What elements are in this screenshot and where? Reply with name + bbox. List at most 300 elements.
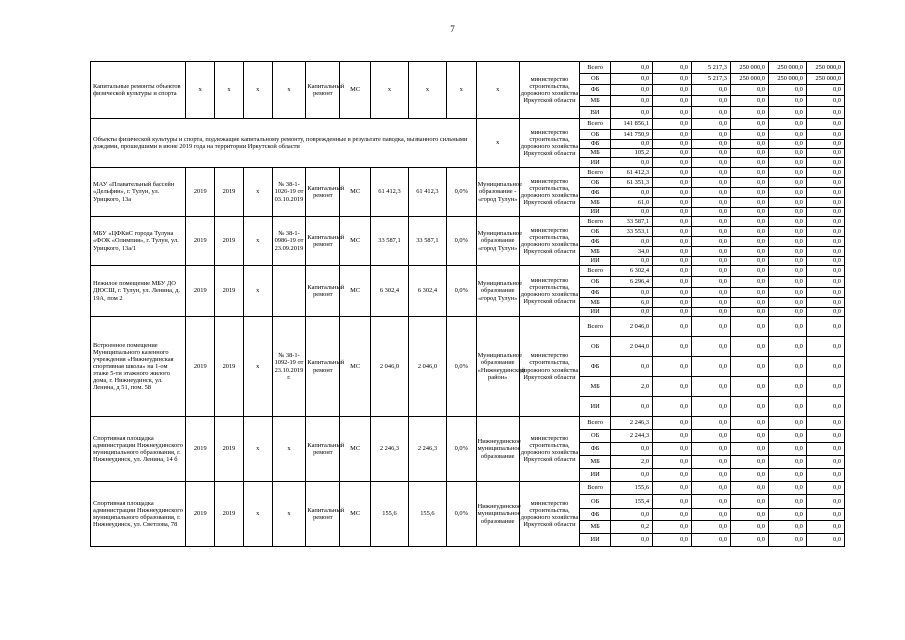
amount-cell: 0,0 xyxy=(611,96,653,107)
funding-source-cell: Всего xyxy=(580,482,611,495)
amount-cell: 0,0 xyxy=(806,149,844,158)
amount-cell: 0,0 xyxy=(653,149,692,158)
amount-cell: 0,0 xyxy=(730,456,768,469)
work-type-cell: Капитальный ремонт xyxy=(306,168,340,217)
funding-source-cell: ИИ xyxy=(580,397,611,417)
amount-cell: 0,0 xyxy=(768,237,806,247)
amount-cell: 0,0 xyxy=(730,168,768,178)
ownership-cell: МС xyxy=(340,417,371,482)
amount-cell: 0,0 xyxy=(653,257,692,266)
work-type-cell: Капитальный ремонт xyxy=(306,317,340,417)
amount-cell: 0,0 xyxy=(730,288,768,298)
amount-cell: 0,0 xyxy=(611,469,653,482)
amount-cell: 0,0 xyxy=(653,198,692,208)
amount-cell: 0,0 xyxy=(768,317,806,337)
object-name: Капитальные ремонты объектов физической культуры и спорта xyxy=(91,62,186,119)
amount-cell: 0,0 xyxy=(806,298,844,308)
amount-cell: 0,0 xyxy=(730,178,768,188)
amount-cell: 0,0 xyxy=(611,397,653,417)
amount-cell: 0,0 xyxy=(768,168,806,178)
amount-cell: 0,0 xyxy=(692,107,731,119)
end-year-cell: 2019 xyxy=(215,217,244,266)
amount-cell: 0,0 xyxy=(692,247,731,257)
amount-cell: 0,0 xyxy=(806,158,844,168)
end-year-cell: 2019 xyxy=(215,168,244,217)
amount-cell: 0,0 xyxy=(768,198,806,208)
executor-cell: Муниципальное образование «город Тулун» xyxy=(476,266,519,317)
funding-source-cell: ОБ xyxy=(580,495,611,509)
amount-cell: 2 044,0 xyxy=(611,337,653,357)
funding-source-cell: ОБ xyxy=(580,277,611,288)
table-row xyxy=(91,119,845,130)
amount-cell: 0,0 xyxy=(692,257,731,266)
remaining-cost-cell: 155,6 xyxy=(408,482,446,547)
funding-source-cell: ФБ xyxy=(580,288,611,298)
amount-cell: 0,0 xyxy=(730,482,768,495)
amount-cell: 0,0 xyxy=(806,119,844,130)
end-year-cell: 2019 xyxy=(215,317,244,417)
page-number: 7 xyxy=(450,24,455,34)
funding-source-cell: Всего xyxy=(580,168,611,178)
amount-cell: 0,0 xyxy=(611,74,653,85)
ministry-cell: министерство строительства, дорожного хозяйства Иркутской области xyxy=(519,482,580,547)
amount-cell: 0,0 xyxy=(806,266,844,277)
amount-cell: 0,0 xyxy=(806,140,844,149)
funding-source-cell: ВИ xyxy=(580,107,611,119)
readiness-cell: х xyxy=(446,62,476,119)
executor-cell: х xyxy=(476,119,519,168)
amount-cell: 0,0 xyxy=(611,208,653,217)
amount-cell: 0,0 xyxy=(653,308,692,317)
amount-cell: 0,0 xyxy=(768,149,806,158)
amount-cell: 0,0 xyxy=(692,277,731,288)
amount-cell: 0,0 xyxy=(730,469,768,482)
work-type-cell: Капитальный ремонт xyxy=(306,417,340,482)
amount-cell: 0,0 xyxy=(730,158,768,168)
amount-cell: 0,0 xyxy=(768,443,806,456)
funding-source-cell: МБ xyxy=(580,456,611,469)
amount-cell: 0,0 xyxy=(692,149,731,158)
amount-cell: 250 000,0 xyxy=(806,62,844,74)
amount-cell: 0,0 xyxy=(653,288,692,298)
amount-cell: 0,0 xyxy=(730,119,768,130)
amount-cell: 0,0 xyxy=(611,107,653,119)
amount-cell: 0,0 xyxy=(768,495,806,509)
amount-cell: 0,0 xyxy=(806,227,844,237)
executor-cell: Муниципальное образование - «город Тулун» xyxy=(476,168,519,217)
amount-cell: 0,0 xyxy=(730,337,768,357)
amount-cell: 0,0 xyxy=(806,130,844,140)
amount-cell: 0,0 xyxy=(611,188,653,198)
amount-cell: 141 856,1 xyxy=(611,119,653,130)
ownership-cell: МС xyxy=(340,482,371,547)
amount-cell: 0,0 xyxy=(653,521,692,534)
amount-cell: 0,0 xyxy=(653,158,692,168)
funding-source-cell: ОБ xyxy=(580,337,611,357)
amount-cell: 0,0 xyxy=(692,130,731,140)
amount-cell: 0,0 xyxy=(806,509,844,521)
amount-cell: 0,0 xyxy=(730,430,768,443)
expertise-doc-cell: х xyxy=(272,417,306,482)
cost-cell: 61 412,3 xyxy=(371,168,409,217)
funding-source-cell: Всего xyxy=(580,62,611,74)
amount-cell: 0,0 xyxy=(653,266,692,277)
amount-cell: 0,0 xyxy=(653,130,692,140)
amount-cell: 0,0 xyxy=(730,96,768,107)
amount-cell: 0,0 xyxy=(692,178,731,188)
amount-cell: 0,0 xyxy=(768,521,806,534)
amount-cell: 0,0 xyxy=(653,247,692,257)
expertise-doc-cell xyxy=(272,266,306,317)
amount-cell: 0,0 xyxy=(611,509,653,521)
amount-cell: 2 046,0 xyxy=(611,317,653,337)
expertise-doc-cell: х xyxy=(272,62,306,119)
ownership-cell: МС xyxy=(340,317,371,417)
amount-cell: 6 302,4 xyxy=(611,266,653,277)
amount-cell: 0,0 xyxy=(768,158,806,168)
table-row xyxy=(91,317,845,337)
amount-cell: 0,0 xyxy=(653,277,692,288)
amount-cell: 0,0 xyxy=(692,119,731,130)
amount-cell: 0,0 xyxy=(730,266,768,277)
amount-cell: 0,0 xyxy=(806,208,844,217)
amount-cell: 61 412,3 xyxy=(611,168,653,178)
funding-source-cell: ОБ xyxy=(580,178,611,188)
amount-cell: 0,0 xyxy=(768,288,806,298)
ministry-cell: министерство строительства, дорожного хозяйства Иркутской области xyxy=(519,317,580,417)
amount-cell: 0,0 xyxy=(653,357,692,377)
amount-cell: 0,0 xyxy=(806,237,844,247)
expertise-doc-cell: № 38-1-1092-19 от 23.10.2019 г. xyxy=(272,317,306,417)
start-year-cell: 2019 xyxy=(186,417,215,482)
amount-cell: 0,0 xyxy=(768,130,806,140)
amount-cell: 0,0 xyxy=(806,178,844,188)
amount-cell: 0,0 xyxy=(611,443,653,456)
amount-cell: 0,0 xyxy=(611,85,653,96)
amount-cell: 0,0 xyxy=(653,482,692,495)
amount-cell: 0,0 xyxy=(611,237,653,247)
amount-cell: 0,0 xyxy=(730,130,768,140)
amount-cell: 0,0 xyxy=(653,178,692,188)
amount-cell: 0,0 xyxy=(653,443,692,456)
amount-cell: 0,0 xyxy=(730,237,768,247)
amount-cell: 0,0 xyxy=(730,317,768,337)
amount-cell: 105,2 xyxy=(611,149,653,158)
amount-cell: 0,0 xyxy=(692,317,731,337)
amount-cell: 0,0 xyxy=(806,288,844,298)
amount-cell: 0,0 xyxy=(730,188,768,198)
amount-cell: 0,0 xyxy=(730,149,768,158)
start-year-cell: х xyxy=(186,62,215,119)
amount-cell: 0,0 xyxy=(692,534,731,547)
object-name: МБУ «ЦФКиС города Тулуна «ФОК «Олимпия», г. Тулун, ул. Урицкого, 13а/1 xyxy=(91,217,186,266)
amount-cell: 0,0 xyxy=(653,509,692,521)
section-title: Объекты физической культуры и спорта, подлежащие капитальному ремонту, поврежденные в результате паводка, вызванного сильными дождями, прошедшими в июне 2019 года на территории Иркутской области xyxy=(91,119,477,168)
executor-cell: Муниципальное образование «Нижнеудинский район» xyxy=(476,317,519,417)
amount-cell: 0,0 xyxy=(692,188,731,198)
amount-cell: 0,0 xyxy=(611,288,653,298)
amount-cell: 0,0 xyxy=(692,377,731,397)
amount-cell: 0,0 xyxy=(692,158,731,168)
amount-cell: 0,0 xyxy=(653,208,692,217)
amount-cell: 0,0 xyxy=(806,357,844,377)
amount-cell: 0,0 xyxy=(768,277,806,288)
amount-cell: 0,0 xyxy=(806,257,844,266)
amount-cell: 0,0 xyxy=(768,509,806,521)
amount-cell: 0,0 xyxy=(768,417,806,430)
amount-cell: 0,0 xyxy=(768,227,806,237)
amount-cell: 0,0 xyxy=(806,534,844,547)
funding-source-cell: ИИ xyxy=(580,308,611,317)
amount-cell: 0,0 xyxy=(730,298,768,308)
amount-cell: 0,0 xyxy=(768,456,806,469)
amount-cell: 250 000,0 xyxy=(730,74,768,85)
amount-cell: 0,0 xyxy=(806,469,844,482)
amount-cell: 0,0 xyxy=(692,495,731,509)
amount-cell: 0,0 xyxy=(768,377,806,397)
executor-cell: Нижнеудинское муниципальное образование xyxy=(476,417,519,482)
amount-cell: 0,0 xyxy=(692,298,731,308)
funding-source-cell: МБ xyxy=(580,377,611,397)
amount-cell: 0,0 xyxy=(730,377,768,397)
amount-cell: 5 217,3 xyxy=(692,74,731,85)
amount-cell: 0,0 xyxy=(692,509,731,521)
amount-cell: 0,0 xyxy=(653,237,692,247)
table-row xyxy=(91,62,845,74)
amount-cell: 0,0 xyxy=(806,85,844,96)
amount-cell: 0,0 xyxy=(653,456,692,469)
amount-cell: 0,0 xyxy=(730,509,768,521)
amount-cell: 0,0 xyxy=(768,140,806,149)
remaining-cost-cell: 33 587,1 xyxy=(408,217,446,266)
amount-cell: 0,0 xyxy=(806,247,844,257)
funding-source-cell: ФБ xyxy=(580,140,611,149)
readiness-cell: 0,0% xyxy=(446,168,476,217)
ministry-cell: министерство строительства, дорожного хозяйства Иркутской области xyxy=(519,62,580,119)
start-year-cell: 2019 xyxy=(186,217,215,266)
amount-cell: 0,0 xyxy=(653,397,692,417)
readiness-cell: 0,0% xyxy=(446,217,476,266)
amount-cell: 0,0 xyxy=(692,308,731,317)
amount-cell: 0,0 xyxy=(768,85,806,96)
amount-cell: 0,0 xyxy=(611,257,653,266)
end-year-cell: х xyxy=(215,62,244,119)
amount-cell: 0,0 xyxy=(768,257,806,266)
amount-cell: 250 000,0 xyxy=(768,62,806,74)
amount-cell: 0,0 xyxy=(768,337,806,357)
table-row xyxy=(91,417,845,430)
amount-cell: 0,0 xyxy=(730,534,768,547)
expertise-doc-cell: № 38-1-1026-19 от 03.10.2019 xyxy=(272,168,306,217)
amount-cell: 0,0 xyxy=(768,119,806,130)
table-row xyxy=(91,217,845,227)
x-cell: х xyxy=(243,266,272,317)
funding-source-cell: ИИ xyxy=(580,208,611,217)
funding-source-cell: ИИ xyxy=(580,534,611,547)
amount-cell: 155,6 xyxy=(611,482,653,495)
ownership-cell: МС xyxy=(340,217,371,266)
start-year-cell: 2019 xyxy=(186,168,215,217)
x-cell: х xyxy=(243,317,272,417)
amount-cell: 0,0 xyxy=(692,85,731,96)
amount-cell: 0,0 xyxy=(806,482,844,495)
amount-cell: 0,0 xyxy=(768,482,806,495)
amount-cell: 0,0 xyxy=(611,357,653,377)
amount-cell: 61,0 xyxy=(611,198,653,208)
amount-cell: 0,0 xyxy=(806,430,844,443)
amount-cell: 0,0 xyxy=(730,308,768,317)
amount-cell: 141 750,9 xyxy=(611,130,653,140)
funding-source-cell: ОБ xyxy=(580,227,611,237)
amount-cell: 0,0 xyxy=(768,208,806,217)
funding-source-cell: МБ xyxy=(580,149,611,158)
amount-cell: 0,0 xyxy=(692,168,731,178)
amount-cell: 0,0 xyxy=(653,217,692,227)
amount-cell: 0,0 xyxy=(653,96,692,107)
work-type-cell: Капитальный ремонт xyxy=(306,482,340,547)
amount-cell: 0,0 xyxy=(806,495,844,509)
amount-cell: 34,0 xyxy=(611,247,653,257)
amount-cell: 0,0 xyxy=(730,227,768,237)
amount-cell: 33 553,1 xyxy=(611,227,653,237)
amount-cell: 0,0 xyxy=(653,188,692,198)
funding-source-cell: МБ xyxy=(580,198,611,208)
amount-cell: 0,0 xyxy=(768,469,806,482)
readiness-cell: 0,0% xyxy=(446,317,476,417)
work-type-cell: Капитальный ремонт xyxy=(306,62,340,119)
amount-cell: 0,0 xyxy=(692,288,731,298)
funding-source-cell: Всего xyxy=(580,217,611,227)
amount-cell: 0,0 xyxy=(768,357,806,377)
funding-source-cell: ОБ xyxy=(580,430,611,443)
funding-source-cell: Всего xyxy=(580,317,611,337)
funding-source-cell: ФБ xyxy=(580,357,611,377)
amount-cell: 0,0 xyxy=(653,534,692,547)
funding-source-cell: ИИ xyxy=(580,158,611,168)
amount-cell: 155,4 xyxy=(611,495,653,509)
amount-cell: 0,0 xyxy=(611,62,653,74)
amount-cell: 0,0 xyxy=(692,266,731,277)
funding-source-cell: ФБ xyxy=(580,85,611,96)
amount-cell: 0,0 xyxy=(692,198,731,208)
amount-cell: 0,0 xyxy=(692,469,731,482)
amount-cell: 0,0 xyxy=(806,377,844,397)
funding-source-cell: ФБ xyxy=(580,237,611,247)
amount-cell: 0,0 xyxy=(730,495,768,509)
amount-cell: 0,0 xyxy=(653,495,692,509)
ministry-cell: министерство строительства, дорожного хозяйства Иркутской области xyxy=(519,266,580,317)
amount-cell: 2 246,3 xyxy=(611,417,653,430)
amount-cell: 0,0 xyxy=(768,247,806,257)
object-name: Встроенное помещение Муниципального казенного учреждения «Нижнеудинская спортивная школа» на 1-ом этаже 5-ти этажного жилого дома, г. Нижнеудинск, ул. Ленина, д 51, пом. 58 xyxy=(91,317,186,417)
amount-cell: 0,2 xyxy=(611,521,653,534)
amount-cell: 0,0 xyxy=(692,357,731,377)
amount-cell: 0,0 xyxy=(730,257,768,266)
ownership-cell: МС xyxy=(340,266,371,317)
funding-source-cell: ИИ xyxy=(580,469,611,482)
amount-cell: 0,0 xyxy=(768,266,806,277)
table-row xyxy=(91,266,845,277)
object-name: МАУ «Плавательный бассейн «Дельфин», г. Тулун, ул. Урицкого, 13а xyxy=(91,168,186,217)
funding-source-cell: ОБ xyxy=(580,74,611,85)
amount-cell: 0,0 xyxy=(730,397,768,417)
amount-cell: 0,0 xyxy=(611,534,653,547)
amount-cell: 0,0 xyxy=(692,208,731,217)
amount-cell: 0,0 xyxy=(806,188,844,198)
amount-cell: 61 351,3 xyxy=(611,178,653,188)
amount-cell: 0,0 xyxy=(806,317,844,337)
amount-cell: 0,0 xyxy=(653,227,692,237)
amount-cell: 0,0 xyxy=(806,217,844,227)
amount-cell: 0,0 xyxy=(806,96,844,107)
amount-cell: 0,0 xyxy=(730,247,768,257)
work-type-cell: Капитальный ремонт xyxy=(306,266,340,317)
amount-cell: 0,0 xyxy=(692,337,731,357)
funding-source-cell: ОБ xyxy=(580,130,611,140)
remaining-cost-cell: 2 246,3 xyxy=(408,417,446,482)
program-table xyxy=(90,61,845,547)
expertise-doc-cell: № 38-1-0986-19 от 23.09.2019 xyxy=(272,217,306,266)
amount-cell: 0,0 xyxy=(653,119,692,130)
amount-cell: 0,0 xyxy=(692,521,731,534)
amount-cell: 0,0 xyxy=(692,227,731,237)
amount-cell: 33 587,1 xyxy=(611,217,653,227)
start-year-cell: 2019 xyxy=(186,266,215,317)
amount-cell: 0,0 xyxy=(768,308,806,317)
cost-cell: х xyxy=(371,62,409,119)
amount-cell: 0,0 xyxy=(692,443,731,456)
remaining-cost-cell: х xyxy=(408,62,446,119)
amount-cell: 0,0 xyxy=(730,140,768,149)
amount-cell: 0,0 xyxy=(653,62,692,74)
amount-cell: 0,0 xyxy=(768,430,806,443)
ownership-cell: МС xyxy=(340,168,371,217)
amount-cell: 0,0 xyxy=(653,417,692,430)
amount-cell: 0,0 xyxy=(692,430,731,443)
amount-cell: 0,0 xyxy=(806,337,844,357)
amount-cell: 0,0 xyxy=(806,443,844,456)
amount-cell: 0,0 xyxy=(611,308,653,317)
readiness-cell: 0,0% xyxy=(446,482,476,547)
x-cell: х xyxy=(243,417,272,482)
amount-cell: 0,0 xyxy=(730,521,768,534)
object-name: Спортивная площадка администрации Нижнеудинского муниципального образования, г. Нижнеудинск, ул. Ленина, 14 б xyxy=(91,417,186,482)
amount-cell: 0,0 xyxy=(730,107,768,119)
amount-cell: 0,0 xyxy=(768,107,806,119)
funding-source-cell: ФБ xyxy=(580,188,611,198)
amount-cell: 0,0 xyxy=(730,217,768,227)
end-year-cell: 2019 xyxy=(215,266,244,317)
amount-cell: 250 000,0 xyxy=(730,62,768,74)
amount-cell: 0,0 xyxy=(730,357,768,377)
amount-cell: 2,0 xyxy=(611,377,653,397)
amount-cell: 0,0 xyxy=(730,198,768,208)
amount-cell: 0,0 xyxy=(692,237,731,247)
object-name: Нежилое помещение МБУ ДО ДЮСШ, г. Тулун, ул. Ленина, д. 19А, пом 2 xyxy=(91,266,186,317)
amount-cell: 0,0 xyxy=(806,417,844,430)
amount-cell: 0,0 xyxy=(653,469,692,482)
ownership-cell: МС xyxy=(340,62,371,119)
x-cell: х xyxy=(243,217,272,266)
funding-source-cell: Всего xyxy=(580,119,611,130)
amount-cell: 0,0 xyxy=(692,456,731,469)
amount-cell: 0,0 xyxy=(692,397,731,417)
cost-cell: 155,6 xyxy=(371,482,409,547)
x-cell: х xyxy=(243,482,272,547)
amount-cell: 0,0 xyxy=(806,308,844,317)
expertise-doc-cell: х xyxy=(272,482,306,547)
amount-cell: 2 244,3 xyxy=(611,430,653,443)
